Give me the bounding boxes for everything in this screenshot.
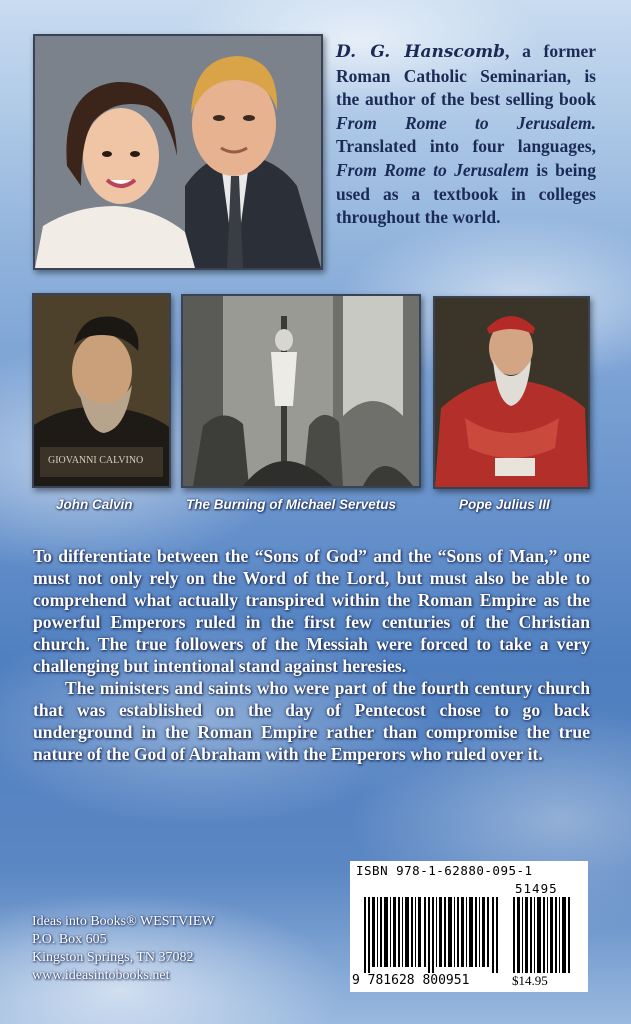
caption-calvin: John Calvin bbox=[56, 497, 133, 512]
description-paragraph-2: The ministers and saints who were part of the fourth century church that was established on the day of Pentecost chose to go back underground in the Roman Empire rather than compromise the true nature of the God of Abraham with the Emperors who ruled over it. bbox=[33, 678, 590, 764]
calvin-inscription: GIOVANNI CALVINO bbox=[48, 455, 144, 466]
bio-text-2: Translated into four languages, bbox=[336, 136, 596, 157]
author-photo bbox=[33, 34, 323, 270]
book-title-2: From Rome to Jerusalem bbox=[336, 159, 529, 180]
publisher-po-box: P.O. Box 605 bbox=[32, 932, 107, 947]
barcode-digits: 9 781628 800951 bbox=[352, 973, 470, 988]
barcode-bars-add-on bbox=[513, 897, 575, 973]
isbn-barcode bbox=[350, 861, 588, 992]
calvin-portrait-illustration bbox=[34, 295, 169, 486]
author-bio bbox=[336, 40, 596, 230]
calvin-portrait bbox=[32, 293, 171, 488]
publisher-website: www.ideasintobooks.net bbox=[32, 968, 170, 983]
servetus-engraving-illustration bbox=[183, 296, 419, 486]
price-label: $14.95 bbox=[512, 973, 548, 988]
author-name: D. G. Hanscomb bbox=[336, 42, 505, 62]
julius-portrait-illustration bbox=[435, 298, 588, 487]
book-title-1: From Rome to Jerusalem. bbox=[336, 112, 596, 133]
publisher-city: Kingston Springs, TN 37082 bbox=[32, 950, 194, 965]
author-photo-illustration bbox=[35, 36, 321, 268]
bio-text-1: , a former Roman Catholic Seminarian, is the author of the best selling book bbox=[336, 41, 596, 110]
isbn-text: ISBN 978-1-62880-095-1 bbox=[356, 863, 533, 878]
barcode-add-on: 51495 bbox=[515, 881, 558, 896]
back-cover-description bbox=[33, 545, 590, 765]
caption-burning: The Burning of Michael Servetus bbox=[186, 497, 397, 512]
servetus-engraving bbox=[181, 294, 421, 488]
barcode-bars-main bbox=[364, 897, 504, 973]
publisher-name: Ideas into Books® WESTVIEW bbox=[32, 914, 215, 929]
bio-text-3: is being used as a textbook in colleges throughout the world. bbox=[336, 159, 596, 228]
description-paragraph-1: To differentiate between the “Sons of God” and the “Sons of Man,” one must not only rely on the Word of the Lord, but must also be able to comprehend what actually transpired within the Roman Empire as the powerful Emperors ruled in the first few centuries of the Christian church. The true followers of the Messiah were forced to take a very challenging but intentional stand against heresies. bbox=[33, 546, 590, 676]
julius-portrait bbox=[433, 296, 590, 489]
publisher-info bbox=[32, 913, 215, 985]
caption-julius: Pope Julius III bbox=[459, 497, 550, 512]
